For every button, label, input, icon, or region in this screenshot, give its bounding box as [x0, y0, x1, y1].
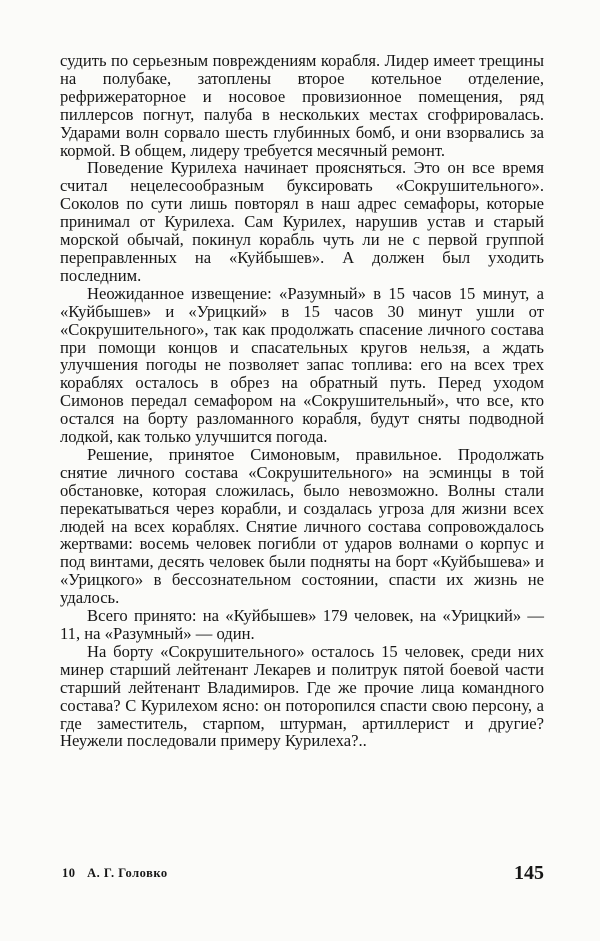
- page-body: [60, 52, 544, 750]
- paragraph-2: Поведение Курилеха начинает проясняться. Это он все время считал нецелесообразным буксировать «Сокрушительного». Соколов по сути лишь повторял в наш адрес семафоры, которые принимал от Курилеха. Сам Курилех, нарушив устав и старый морской обычай, покинул корабль чуть ли не с первой группой переправленных на «Куйбышев». А должен был уходить последним.: [60, 158, 544, 285]
- paragraph-1: судить по серьезным повреждениям корабля. Лидер имеет трещины на полубаке, затоплены второе котельное отделение, рефрижераторное и носовое провизионное помещения, ряд пиллерсов погнут, палуба в нескольких местах сгофрировалась. Ударами волн сорвало шесть глубинных бомб, и они взорвались за кормой. В общем, лидеру требуется месячный ремонт.: [60, 51, 544, 160]
- paragraph-5: Всего принято: на «Куйбышев» 179 человек, на «Урицкий» — 11, на «Разумный» — один.: [60, 606, 544, 643]
- printer-signature: [62, 866, 168, 881]
- page-number: 145: [514, 862, 544, 884]
- paragraph-3: Неожиданное извещение: «Разумный» в 15 часов 15 минут, а «Куйбышев» и «Урицкий» в 15 часов 30 минут ушли от «Сокрушительного», так как продолжать спасение личного состава при помощи концов и спасательных кругов нельзя, а ждать улучшения погоды не позволяет запас топлива: его на всех трех кораблях осталось в обрез на обратный путь. Перед уходом Симонов передал семафором на «Сокрушительный», что все, кто остался на борту разломанного корабля, будут сняты подводной лодкой, как только улучшится погода.: [60, 283, 544, 447]
- paragraph-6: На борту «Сокрушительного» осталось 15 человек, среди них минер старший лейтенант Лекарев и политрук пятой боевой части старший лейтенант Владимиров. Где же прочие лица командного состава? С Курилехом ясно: он поторопился спасти свою персону, а где заместитель, старпом, штурман, артиллерист и другие? Неужели последовали примеру Курилеха?..: [60, 641, 544, 751]
- page-footer: [62, 862, 544, 886]
- paragraph-4: Решение, принятое Симоновым, правильное. Продолжать снятие личного состава «Сокрушительного» на эсминцы в той обстановке, которая сложилась, было невозможно. Волны стали перекатываться через корабли, и создалась угроза для жизни всех людей на всех кораблях. Снятие личного состава сопровождалось жертвами: восемь человек погибли от ударов волнами о корпус и под винтами, десять человек были подняты на борт «Куйбышева» и «Урицкого» в бессознательном состоянии, спасти их жизнь не удалось.: [60, 444, 544, 608]
- signature-author: А. Г. Головко: [87, 866, 168, 880]
- signature-number: 10: [62, 866, 76, 880]
